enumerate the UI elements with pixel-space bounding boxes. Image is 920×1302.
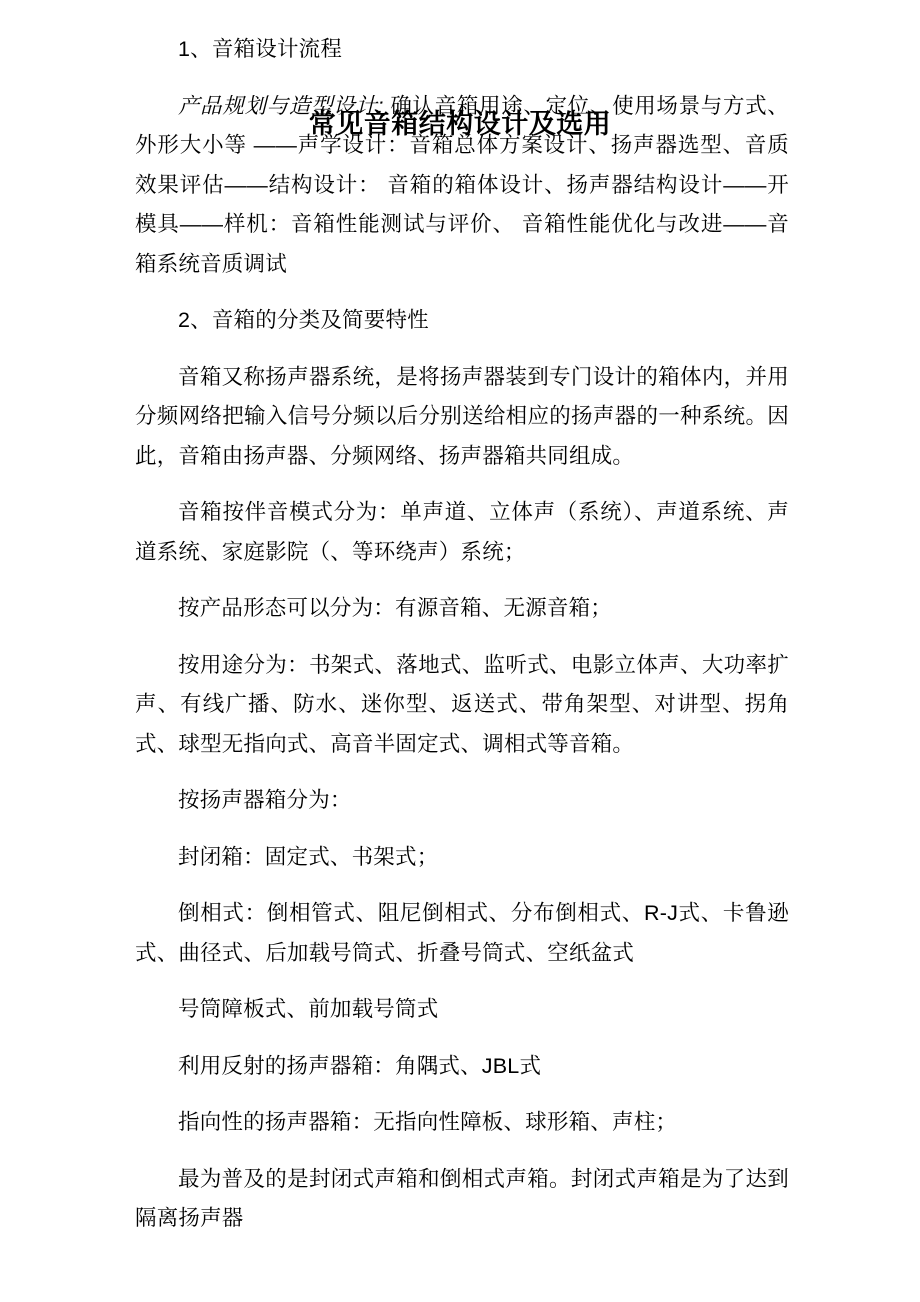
- paragraph-directional-enclosure: 指向性的扬声器箱：无指向性障板、球形箱、声柱；: [178, 1110, 678, 1134]
- paragraph-horn-baffle: 号筒障板式、前加载号筒式: [178, 997, 439, 1021]
- page-title: 常见音箱结构设计及选用: [308, 109, 612, 139]
- paragraph-by-usage: 按用途分为：书架式、落地式、监听式、电影立体声、大功率扩声、有线广播、防水、迷你型、返送式、带角架型、对讲型、拐角式、球型无指向式、高音半固定式、调相式等音箱。: [135, 652, 789, 756]
- paragraph-bass-reflex: 倒相式：倒相管式、阻尼倒相式、分布倒相式、R-J式、卡鲁逊式、曲径式、后加载号筒式、折叠号筒式、空纸盆式: [135, 901, 789, 965]
- page-bottom-spacer: [135, 1239, 789, 1240]
- section-heading-2: 2、音箱的分类及简要特性: [178, 308, 429, 332]
- document-body: [135, 0, 789, 1240]
- paragraph-audio-mode: 音箱按伴音模式分为：单声道、立体声（系统）、声道系统、声道系统、家庭影院（、等环绕声）系统；: [135, 500, 789, 564]
- paragraph-reflection-enclosure: 利用反射的扬声器箱：角隅式、JBL式: [178, 1053, 542, 1078]
- paragraph-definition: 音箱又称扬声器系统，是将扬声器装到专门设计的箱体内，并用分频网络把输入信号分频以后分别送给相应的扬声器的一种系统。因此，音箱由扬声器、分频网络、扬声器箱共同组成。: [135, 364, 789, 468]
- paragraph-by-enclosure-intro: 按扬声器箱分为：: [178, 788, 352, 812]
- paragraph-design-flow-text: 确认音箱用途、定位、使用场景与方式、外形大小等 ——声学设计：音箱总体方案设计、扬声器选型、音质效果评估——结构设计： 音箱的箱体设计、扬声器结构设计——开模具——样机：音箱性能测试与评价、 音箱性能优化与改进——音箱系统音质调试: [135, 93, 789, 276]
- paragraph-design-flow-lead: 产品规划与造型设计:: [178, 93, 391, 118]
- section-heading-1: 1、音箱设计流程: [178, 37, 343, 61]
- paragraph-sealed-box: 封闭箱：固定式、书架式；: [178, 844, 439, 869]
- paragraph-product-form: 按产品形态可以分为：有源音箱、无源音箱；: [178, 596, 613, 620]
- paragraph-most-common: 最为普及的是封闭式声箱和倒相式声箱。封闭式声箱是为了达到隔离扬声器: [135, 1166, 789, 1230]
- paragraph-design-flow: [135, 87, 789, 285]
